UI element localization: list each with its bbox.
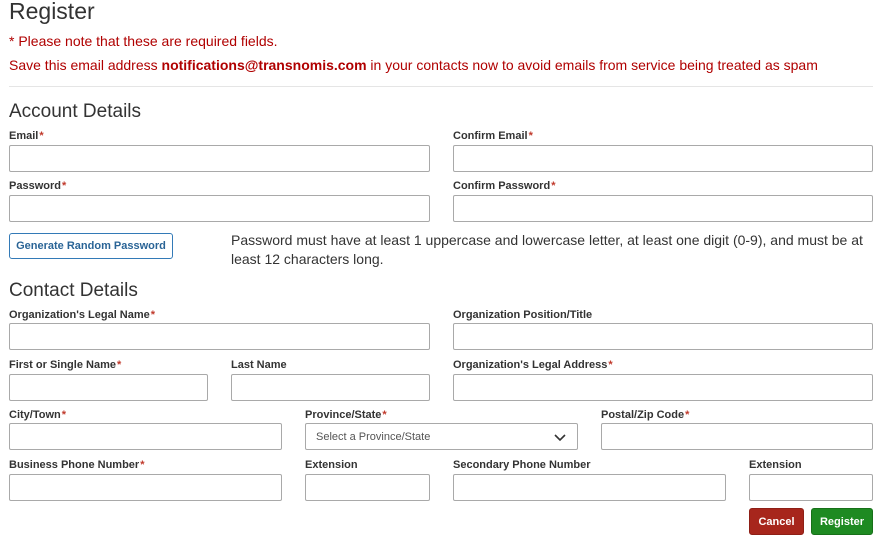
email-input[interactable] — [9, 145, 430, 172]
required-marker: * — [551, 180, 556, 192]
extension2-input[interactable] — [749, 474, 873, 501]
email-notice-suffix: in your contacts now to avoid emails from service being treated as spam — [366, 57, 818, 73]
confirm-email-input[interactable] — [453, 145, 873, 172]
header-divider — [9, 86, 873, 87]
province-select-value: Select a Province/State — [316, 430, 431, 443]
org-position-label: Organization Position/Title — [453, 309, 593, 321]
confirm-password-input[interactable] — [453, 195, 873, 222]
last-name-input[interactable] — [231, 374, 430, 401]
password-hint: Password must have at least 1 uppercase and lowercase letter, at least one digit (0-9), and must be at least 12 characters long. — [231, 232, 863, 267]
required-marker: * — [608, 359, 613, 371]
required-marker: * — [150, 309, 156, 321]
first-name-input[interactable] — [9, 374, 208, 401]
extension-label: Extension — [305, 459, 358, 471]
email-label: Email* — [9, 130, 44, 142]
required-marker: * — [61, 180, 67, 192]
cancel-button[interactable]: Cancel — [749, 508, 804, 535]
postal-code-label: Postal/Zip Code* — [601, 409, 690, 421]
province-select[interactable] — [305, 423, 578, 450]
required-marker: * — [140, 459, 145, 471]
generate-random-password-button[interactable]: Generate Random Password — [9, 233, 173, 259]
required-note: * Please note that these are required fields. — [9, 33, 278, 49]
account-details-heading: Account Details — [9, 101, 142, 122]
email-notice-prefix: Save this email address — [9, 57, 162, 73]
contact-details-heading: Contact Details — [9, 280, 138, 301]
extension2-label: Extension — [749, 459, 802, 471]
business-phone-label: Business Phone Number* — [9, 459, 145, 471]
province-label: Province/State* — [305, 409, 387, 421]
city-input[interactable] — [9, 423, 282, 450]
password-input[interactable] — [9, 195, 430, 222]
extension-input[interactable] — [305, 474, 430, 501]
secondary-phone-label: Secondary Phone Number — [453, 459, 591, 471]
email-notice-address: notifications@transnomis.com — [161, 57, 367, 73]
postal-code-input[interactable] — [601, 423, 873, 450]
password-label: Password* — [9, 180, 67, 192]
required-marker: * — [685, 409, 690, 421]
page-title: Register — [9, 0, 95, 24]
register-button[interactable]: Register — [811, 508, 873, 535]
chevron-down-icon — [553, 430, 567, 444]
required-marker: * — [528, 130, 533, 142]
secondary-phone-input[interactable] — [453, 474, 726, 501]
required-marker: * — [382, 409, 387, 421]
org-legal-address-label: Organization's Legal Address* — [453, 359, 613, 371]
org-position-input[interactable] — [453, 323, 873, 350]
email-notice — [9, 57, 818, 73]
org-legal-name-input[interactable] — [9, 323, 430, 350]
required-marker: * — [116, 359, 122, 371]
required-marker: * — [39, 130, 44, 142]
org-legal-name-label: Organization's Legal Name* — [9, 309, 156, 321]
required-marker: * — [61, 409, 67, 421]
confirm-password-label: Confirm Password* — [453, 180, 556, 192]
last-name-label: Last Name — [231, 359, 287, 371]
city-label: City/Town* — [9, 409, 67, 421]
confirm-email-label: Confirm Email* — [453, 130, 533, 142]
org-legal-address-input[interactable] — [453, 374, 873, 401]
business-phone-input[interactable] — [9, 474, 282, 501]
first-name-label: First or Single Name* — [9, 359, 122, 371]
